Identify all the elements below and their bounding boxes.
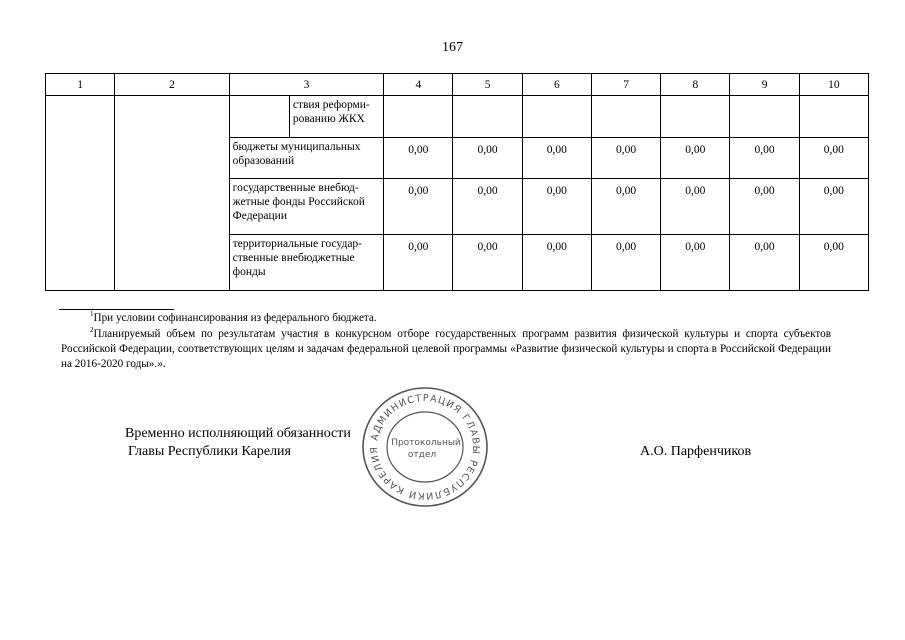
table-cell: 0,00 bbox=[661, 179, 730, 235]
table-cell: 0,00 bbox=[384, 179, 453, 235]
footnote-1 bbox=[90, 312, 377, 324]
column-header: 1 bbox=[46, 74, 115, 96]
column-header: 10 bbox=[799, 74, 868, 96]
row-label: ствия реформи-рованию ЖКХ bbox=[289, 96, 383, 138]
column-header: 7 bbox=[591, 74, 660, 96]
signer-title-line1: Временно исполняющий обязанности bbox=[125, 426, 351, 441]
stamp-outer-text: АДМИНИСТРАЦИЯ ГЛАВЫ РЕСПУБЛИКИ КАРЕЛИЯ bbox=[368, 392, 482, 502]
footnote-mark: 1 bbox=[90, 310, 94, 318]
column-header: 6 bbox=[522, 74, 591, 96]
footnote-divider bbox=[59, 309, 174, 310]
table-cell: 0,00 bbox=[799, 179, 868, 235]
table-header-row bbox=[46, 74, 869, 96]
table-row bbox=[46, 96, 869, 138]
table-row bbox=[46, 179, 869, 235]
table-cell: 0,00 bbox=[453, 235, 522, 291]
signer-title-line2: Главы Республики Карелия bbox=[128, 444, 291, 459]
table-cell: 0,00 bbox=[730, 179, 799, 235]
column-header: 5 bbox=[453, 74, 522, 96]
footnote-text: Планируемый объем по результатам участия в конкурсном отборе государственных программ развития физической культуры и спорта субъектов Российской Федерации, соответствующих целям и задачам федеральной целевой программы «Развитие физической культуры и спорта в Российской Федерации на 2016-2020 годы».». bbox=[61, 328, 831, 370]
table-cell: 0,00 bbox=[453, 138, 522, 179]
row-label: территориальные государ-ственные внебюджетные фонды bbox=[229, 235, 384, 291]
column-header: 2 bbox=[115, 74, 229, 96]
signer-name: А.О. Парфенчиков bbox=[640, 444, 752, 459]
table-cell: 0,00 bbox=[522, 235, 591, 291]
table-cell: 0,00 bbox=[730, 235, 799, 291]
table-cell: 0,00 bbox=[522, 179, 591, 235]
table-cell: 0,00 bbox=[799, 235, 868, 291]
table-cell: 0,00 bbox=[591, 138, 660, 179]
footnote-2 bbox=[61, 327, 831, 372]
row-label: государственные внебюд-жетные фонды Российской Федерации bbox=[229, 179, 384, 235]
row-label: бюджеты муниципальных образований bbox=[229, 138, 384, 179]
stamp-inner-line2: отдел bbox=[407, 450, 437, 460]
column-header: 3 bbox=[229, 74, 384, 96]
table-cell: 0,00 bbox=[453, 179, 522, 235]
table-cell: 0,00 bbox=[661, 235, 730, 291]
table-cell: 0,00 bbox=[522, 138, 591, 179]
budget-table bbox=[45, 73, 869, 291]
table-row bbox=[46, 235, 869, 291]
column-header: 4 bbox=[384, 74, 453, 96]
column-header: 9 bbox=[730, 74, 799, 96]
table-row bbox=[46, 138, 869, 179]
table-cell: 0,00 bbox=[384, 138, 453, 179]
table-cell: 0,00 bbox=[799, 138, 868, 179]
stamp-inner-line1: Протокольный bbox=[391, 438, 461, 448]
footnote-text: При условии софинансирования из федерального бюджета. bbox=[93, 312, 377, 324]
footnote-mark: 2 bbox=[90, 326, 94, 334]
official-stamp bbox=[360, 385, 490, 509]
table-cell: 0,00 bbox=[730, 138, 799, 179]
table-cell: 0,00 bbox=[384, 235, 453, 291]
page-number: 167 bbox=[442, 40, 463, 55]
table-cell: 0,00 bbox=[591, 179, 660, 235]
table-cell: 0,00 bbox=[591, 235, 660, 291]
column-header: 8 bbox=[661, 74, 730, 96]
table-cell: 0,00 bbox=[661, 138, 730, 179]
